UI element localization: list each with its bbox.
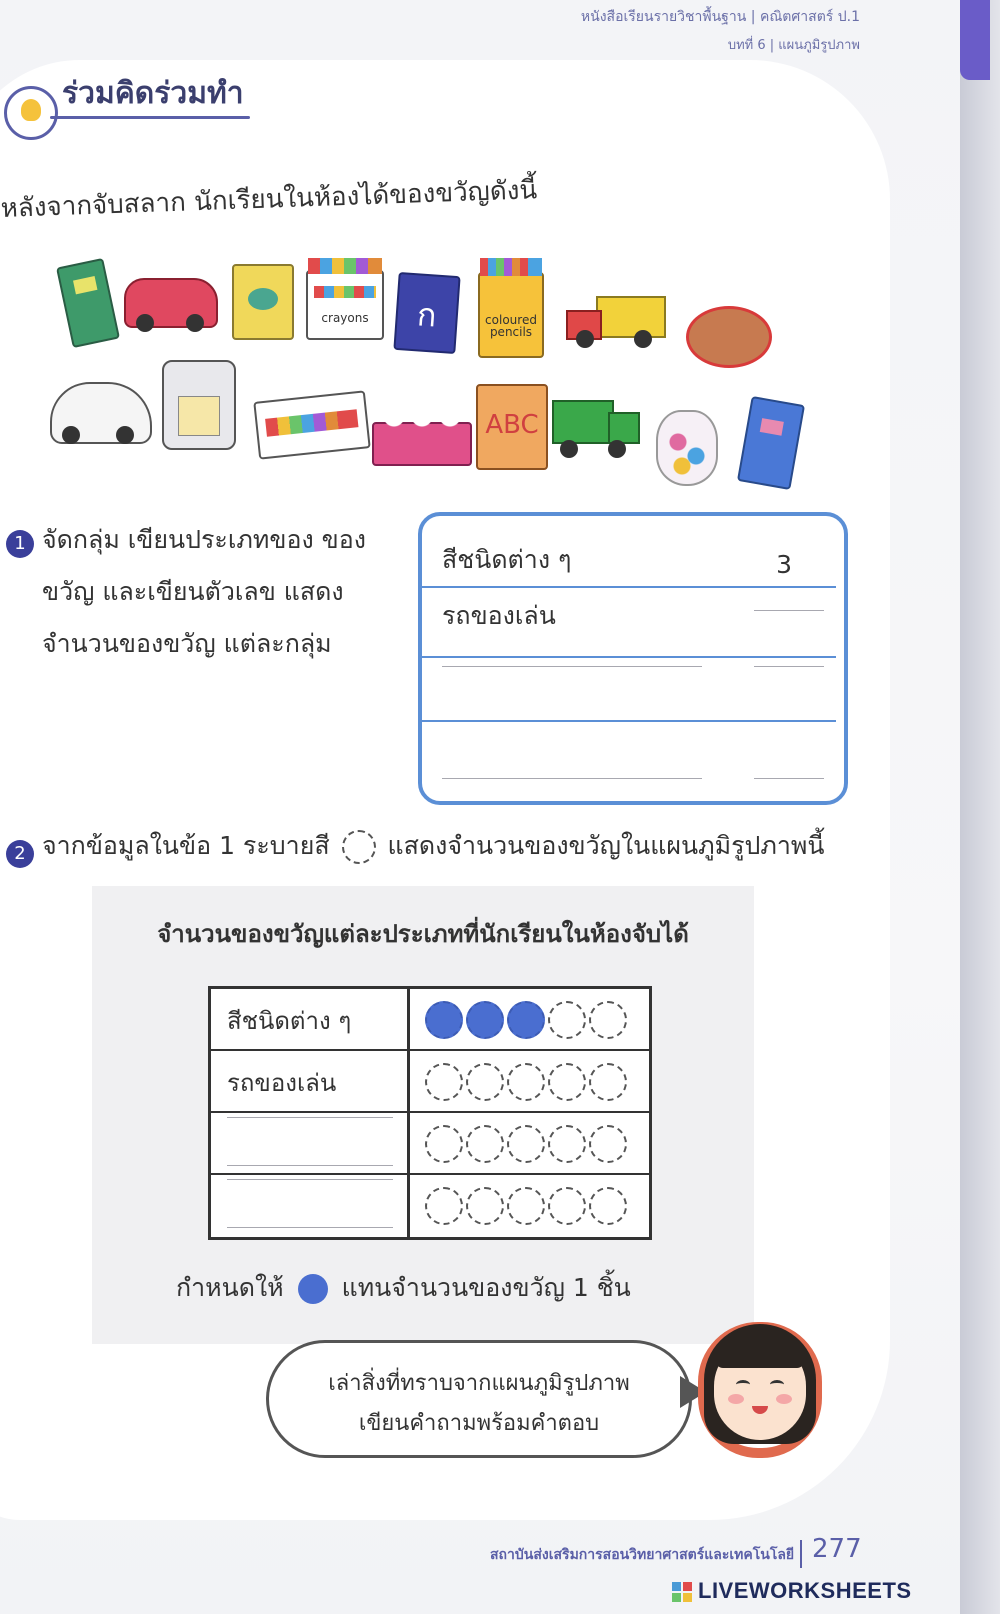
pictograph-row-2-category: รถของเล่น: [227, 1069, 337, 1097]
pictograph-row-1-category: สีชนิดต่าง ๆ: [227, 1007, 352, 1035]
question-2-text-after: แสดงจำนวนของขวัญในแผนภูมิรูปภาพนี้: [387, 831, 825, 860]
green-truck-icon: [552, 400, 638, 460]
row-divider: [422, 586, 836, 588]
answer-row-1: [442, 540, 822, 590]
step-number-1: 1: [6, 530, 34, 558]
grouping-answer-box: [418, 512, 848, 805]
row-2-category: รถของเล่น: [442, 601, 556, 630]
row-4-count-blank[interactable]: [754, 778, 824, 779]
white-car-icon: [50, 382, 152, 444]
blue-book-icon: [737, 396, 805, 490]
chapter-tab: [960, 0, 990, 80]
legend-text-after: แทนจำนวนของขวัญ 1 ชิ้น: [341, 1273, 631, 1302]
row-divider: [422, 656, 836, 658]
filled-circle-icon[interactable]: [425, 1001, 463, 1039]
pictograph-title: จำนวนของขวัญแต่ละประเภทที่นักเรียนในห้องจับได้: [157, 920, 689, 948]
pictograph-row-4-category-blank[interactable]: [227, 1227, 393, 1228]
answer-row-4: [442, 728, 822, 778]
filled-circle-icon[interactable]: [466, 1001, 504, 1039]
step-number-2: 2: [6, 840, 34, 868]
empty-circle-icon[interactable]: [466, 1187, 504, 1225]
question-1-text: จัดกลุ่ม เขียนประเภทของ ของขวัญ และเขียนตัวเลข แสดงจำนวนของขวัญ แต่ละกลุ่ม: [42, 525, 366, 658]
page-number: 277: [812, 1534, 862, 1564]
empty-circle-icon[interactable]: [425, 1063, 463, 1101]
empty-circle-icon[interactable]: [548, 1001, 586, 1039]
pictograph-row-3-category-blank[interactable]: [227, 1117, 393, 1118]
empty-circle-icon[interactable]: [507, 1063, 545, 1101]
page-edge: [960, 0, 1000, 1614]
empty-circle-icon[interactable]: [466, 1063, 504, 1101]
pictograph-panel: [92, 886, 754, 1344]
book-header: หนังสือเรียนรายวิชาพื้นฐาน | คณิตศาสตร์ ป.1: [580, 9, 860, 25]
empty-circle-icon[interactable]: [589, 1125, 627, 1163]
yellow-truck-icon: [566, 296, 662, 346]
empty-circle-icon[interactable]: [425, 1187, 463, 1225]
empty-circle-icon[interactable]: [548, 1125, 586, 1163]
crayons-label: crayons: [321, 311, 369, 325]
cookie-tin-icon: [686, 306, 772, 368]
bubble-line-1: เล่าสิ่งที่ทราบจากแผนภูมิรูปภาพ: [328, 1371, 630, 1396]
answer-row-3: [442, 666, 822, 716]
legend-text-before: กำหนดให้: [176, 1273, 284, 1302]
empty-circle-icon[interactable]: [589, 1001, 627, 1039]
lightbulb-icon: [4, 86, 58, 140]
teacher-avatar: [704, 1322, 816, 1458]
coloured-pencils-icon: [478, 272, 544, 358]
liveworksheets-logo-icon: [672, 1582, 692, 1602]
empty-circle-icon[interactable]: [589, 1063, 627, 1101]
book-letter: ก: [415, 295, 438, 335]
publisher-name: สถาบันส่งเสริมการสอนวิทยาศาสตร์และเทคโนโลยี: [490, 1547, 795, 1563]
answer-row-2: [442, 596, 822, 646]
gift-illustrations: [50, 250, 830, 510]
pictograph-table: [208, 986, 652, 1240]
bubble-line-2: เขียนคำถามพร้อมคำตอบ: [358, 1411, 600, 1436]
row-1-category: สีชนิดต่าง ๆ: [442, 545, 572, 574]
crayons-box-icon: [306, 270, 384, 340]
pencils-label: coloured pencils: [485, 313, 537, 339]
row-divider: [422, 720, 836, 722]
pictograph-row-3-category-blank[interactable]: [227, 1165, 393, 1166]
piggy-bank-icon: [162, 360, 236, 450]
cupcakes-box-icon: [372, 422, 472, 466]
abc-book-icon: [476, 384, 548, 470]
row-2-count-blank[interactable]: [754, 610, 824, 611]
abc-label: ABC: [485, 410, 539, 440]
empty-circle-icon[interactable]: [507, 1125, 545, 1163]
title-underline: [50, 116, 250, 119]
bird-book-icon: [232, 264, 294, 340]
empty-circle-icon[interactable]: [548, 1187, 586, 1225]
candy-bag-icon: [656, 410, 718, 486]
question-2-text: [42, 826, 824, 866]
row-1-count: 3: [776, 550, 792, 579]
green-book-icon: [56, 258, 120, 348]
section-title: ร่วมคิดร่วมทำ: [62, 76, 244, 111]
filled-circle-icon[interactable]: [507, 1001, 545, 1039]
empty-circle-icon[interactable]: [507, 1187, 545, 1225]
pictograph-legend: [176, 1268, 631, 1308]
empty-circle-icon[interactable]: [425, 1125, 463, 1163]
filled-circle-icon: [298, 1274, 328, 1304]
empty-circle-icon: [342, 830, 376, 864]
watercolor-palette-icon: [253, 390, 370, 459]
watermark: LIVEWORKSHEETS: [698, 1578, 912, 1603]
row-3-category-blank[interactable]: [442, 666, 702, 667]
empty-circle-icon[interactable]: [548, 1063, 586, 1101]
chapter-header: บทที่ 6 | แผนภูมิรูปภาพ: [727, 38, 860, 53]
row-3-count-blank[interactable]: [754, 666, 824, 667]
row-4-category-blank[interactable]: [442, 778, 702, 779]
question-2-text-before: จากข้อมูลในข้อ 1 ระบายสี: [42, 831, 330, 860]
empty-circle-icon[interactable]: [589, 1187, 627, 1225]
pictograph-row-4-category-blank[interactable]: [227, 1179, 393, 1180]
speech-bubble: [266, 1340, 692, 1458]
page-number-divider: [800, 1540, 802, 1568]
empty-circle-icon[interactable]: [466, 1125, 504, 1163]
red-car-icon: [124, 278, 218, 328]
intro-text: หลังจากจับสลาก นักเรียนในห้องได้ของขวัญดังนี้: [0, 175, 538, 224]
thai-letter-book-icon: [393, 272, 460, 354]
